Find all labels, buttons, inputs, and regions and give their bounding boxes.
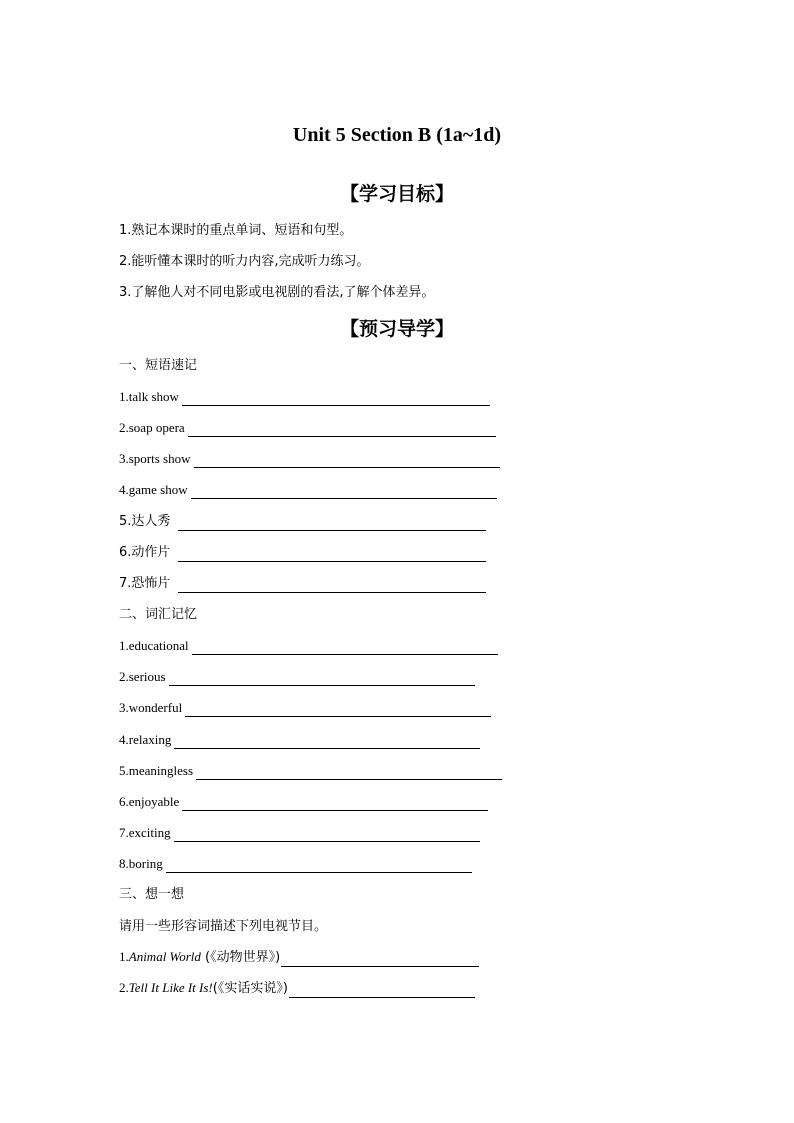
vocab-label: 3.wonderful	[119, 700, 183, 715]
program-title-cn: (《实话实说》)	[212, 981, 288, 996]
phrase-label: 7.恐怖片	[119, 576, 171, 591]
phrase-label: 1.talk show	[119, 389, 179, 404]
think-item-label	[119, 979, 288, 998]
program-title: Animal World	[128, 949, 201, 964]
program-title-cn: (《动物世界》)	[200, 950, 281, 965]
phrase-label: 3.sports show	[119, 451, 191, 466]
objectives-heading: 【学习目标】	[339, 183, 454, 205]
vocab-label: 1.educational	[119, 638, 189, 653]
answer-blank[interactable]	[194, 453, 500, 468]
phrase-label: 6.动作片	[119, 545, 171, 560]
think-item	[119, 949, 479, 967]
phrase-label: 4.game show	[119, 482, 188, 497]
vocab-item	[119, 793, 488, 811]
item-number: 2.	[119, 980, 129, 995]
vocab-item	[119, 762, 502, 780]
vocab-item	[119, 668, 475, 686]
phrases-heading: 一、短语速记	[119, 358, 198, 373]
think-heading: 三、想一想	[119, 887, 185, 902]
program-title: Tell It Like It Is!	[128, 980, 213, 995]
objective-item: 3.了解他人对不同电影或电视剧的看法,了解个体差异。	[119, 285, 435, 300]
answer-blank[interactable]	[191, 484, 497, 499]
vocab-label: 7.exciting	[119, 825, 171, 840]
vocab-item	[119, 699, 491, 717]
phrase-item	[119, 388, 490, 406]
preview-heading: 【预习导学】	[339, 318, 454, 340]
answer-blank[interactable]	[281, 952, 479, 967]
vocab-item	[119, 637, 498, 655]
phrase-item	[119, 481, 497, 499]
think-item-label	[119, 948, 280, 967]
think-instruction: 请用一些形容词描述下列电视节目。	[119, 919, 328, 934]
phrase-item	[119, 419, 496, 437]
vocab-item	[119, 824, 480, 842]
vocab-item	[119, 855, 472, 873]
answer-blank[interactable]	[178, 578, 486, 593]
phrase-item	[119, 544, 486, 562]
answer-blank[interactable]	[192, 640, 498, 655]
answer-blank[interactable]	[182, 796, 488, 811]
vocab-item	[119, 731, 480, 749]
vocab-label: 2.serious	[119, 669, 166, 684]
phrase-label: 5.达人秀	[119, 514, 171, 529]
page-title: Unit 5 Section B (1a~1d)	[292, 124, 502, 146]
answer-blank[interactable]	[166, 858, 472, 873]
phrase-label: 2.soap opera	[119, 420, 185, 435]
vocab-label: 5.meaningless	[119, 763, 194, 778]
objective-item: 2.能听懂本课时的听力内容,完成听力练习。	[119, 254, 370, 269]
answer-blank[interactable]	[196, 765, 502, 780]
vocab-label: 8.boring	[119, 856, 163, 871]
answer-blank[interactable]	[182, 391, 490, 406]
item-number: 1.	[119, 949, 129, 964]
answer-blank[interactable]	[178, 516, 486, 531]
phrase-item	[119, 575, 486, 593]
answer-blank[interactable]	[174, 734, 480, 749]
answer-blank[interactable]	[289, 983, 475, 998]
answer-blank[interactable]	[188, 422, 496, 437]
phrase-item	[119, 513, 486, 531]
answer-blank[interactable]	[169, 671, 475, 686]
answer-blank[interactable]	[178, 547, 486, 562]
phrase-item	[119, 450, 500, 468]
vocabulary-heading: 二、词汇记忆	[119, 607, 198, 622]
answer-blank[interactable]	[185, 702, 491, 717]
answer-blank[interactable]	[174, 827, 480, 842]
vocab-label: 4.relaxing	[119, 732, 172, 747]
vocab-label: 6.enjoyable	[119, 794, 180, 809]
objective-item: 1.熟记本课时的重点单词、短语和句型。	[119, 223, 353, 238]
think-item	[119, 980, 475, 998]
